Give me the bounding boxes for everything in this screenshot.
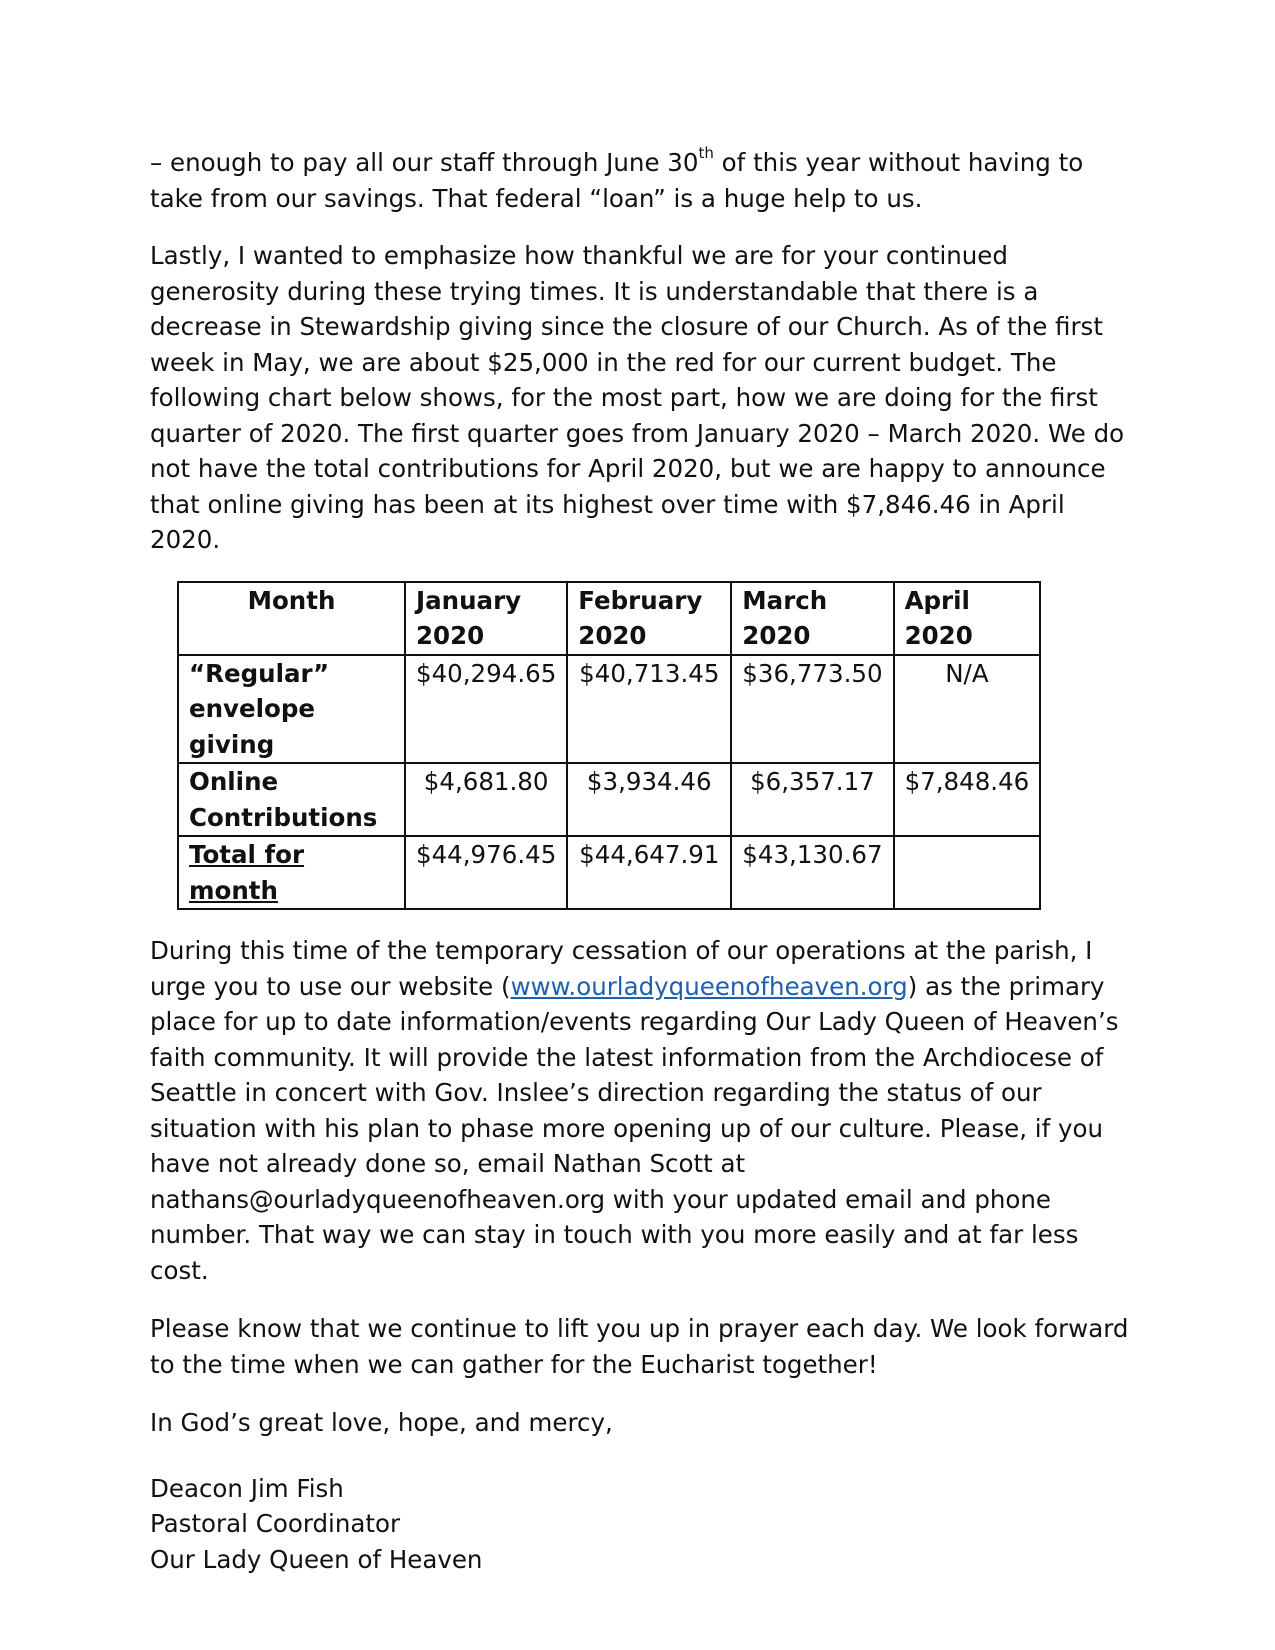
- table-cell: $4,681.80: [405, 763, 567, 836]
- table-header-month: Month: [178, 582, 405, 655]
- paragraph-staff-pay: [150, 145, 1135, 216]
- paragraph-staff-pay-text-end: of this year without having to take from our savings. That federal “loan” is a huge help to us.: [150, 148, 1084, 213]
- ordinal-suffix: th: [698, 143, 714, 162]
- table-cell: $36,773.50: [731, 655, 893, 764]
- table-cell: $40,294.65: [405, 655, 567, 764]
- table-cell: [894, 836, 1041, 909]
- giving-table: [177, 581, 1041, 911]
- table-header-row: [178, 582, 1040, 655]
- table-header-march: March 2020: [731, 582, 893, 655]
- table-header-january: January 2020: [405, 582, 567, 655]
- table-cell: $43,130.67: [731, 836, 893, 909]
- signature-block: [150, 1471, 1135, 1578]
- table-row: [178, 655, 1040, 764]
- letter-page: [150, 145, 1135, 1577]
- paragraph-staff-pay-text: – enough to pay all our staff through June 30: [150, 148, 699, 177]
- row-label-total: Total for month: [178, 836, 405, 909]
- closing-line: In God’s great love, hope, and mercy,: [150, 1408, 613, 1437]
- table-cell: $7,848.46: [894, 763, 1041, 836]
- table-row: [178, 763, 1040, 836]
- table-cell: $40,713.45: [567, 655, 731, 764]
- table-cell: $6,357.17: [731, 763, 893, 836]
- signature-title: Pastoral Coordinator: [150, 1509, 401, 1538]
- paragraph-giving-summary: Lastly, I wanted to emphasize how thankful we are for your continued generosity during these trying times. It is understandable that there is a decrease in Stewardship giving since the closure of our Church. As of the first week in May, we are about $25,000 in the red for our current budget. The following chart below shows, for the most part, how we are doing for the first quarter of 2020. The first quarter goes from January 2020 – March 2020. We do not have the total contributions for April 2020, but we are happy to announce that online giving has been at its highest over time with $7,846.46 in April 2020.: [150, 241, 1125, 554]
- paragraph-website-text: During this time of the temporary cessation of our operations at the parish, I urge you to use our website (: [150, 936, 1093, 1001]
- table-cell: N/A: [894, 655, 1041, 764]
- paragraph-website: [150, 933, 1135, 1288]
- signature-organization: Our Lady Queen of Heaven: [150, 1544, 483, 1574]
- row-label-online: Online Contributions: [178, 763, 405, 836]
- table-cell: $3,934.46: [567, 763, 731, 836]
- row-label-regular: “Regular” envelope giving: [178, 655, 405, 764]
- table-row: [178, 836, 1040, 909]
- table-header-april: April 2020: [894, 582, 1041, 655]
- table-header-february: February 2020: [567, 582, 731, 655]
- paragraph-website-text-end: ) as the primary place for up to date information/events regarding Our Lady Queen of Heaven’s faith community. It will provide the latest information from the Archdiocese of Seattle in concert with Gov. Inslee’s direction regarding the status of our situation with his plan to phase more opening up of our culture. Please, if you have not already done so, email Nathan Scott at nathans@ourladyqueenofheaven.org with your updated email and phone number. That way we can stay in touch with you more easily and at far less cost.: [150, 971, 1119, 1285]
- paragraph-prayer: Please know that we continue to lift you up in prayer each day. We look forward to the time when we can gather for the Eucharist together!: [150, 1314, 1129, 1379]
- website-link[interactable]: www.ourladyqueenofheaven.org: [510, 971, 908, 1001]
- table-cell: $44,976.45: [405, 836, 567, 909]
- table-cell: $44,647.91: [567, 836, 731, 909]
- signature-name: Deacon Jim Fish: [150, 1473, 344, 1503]
